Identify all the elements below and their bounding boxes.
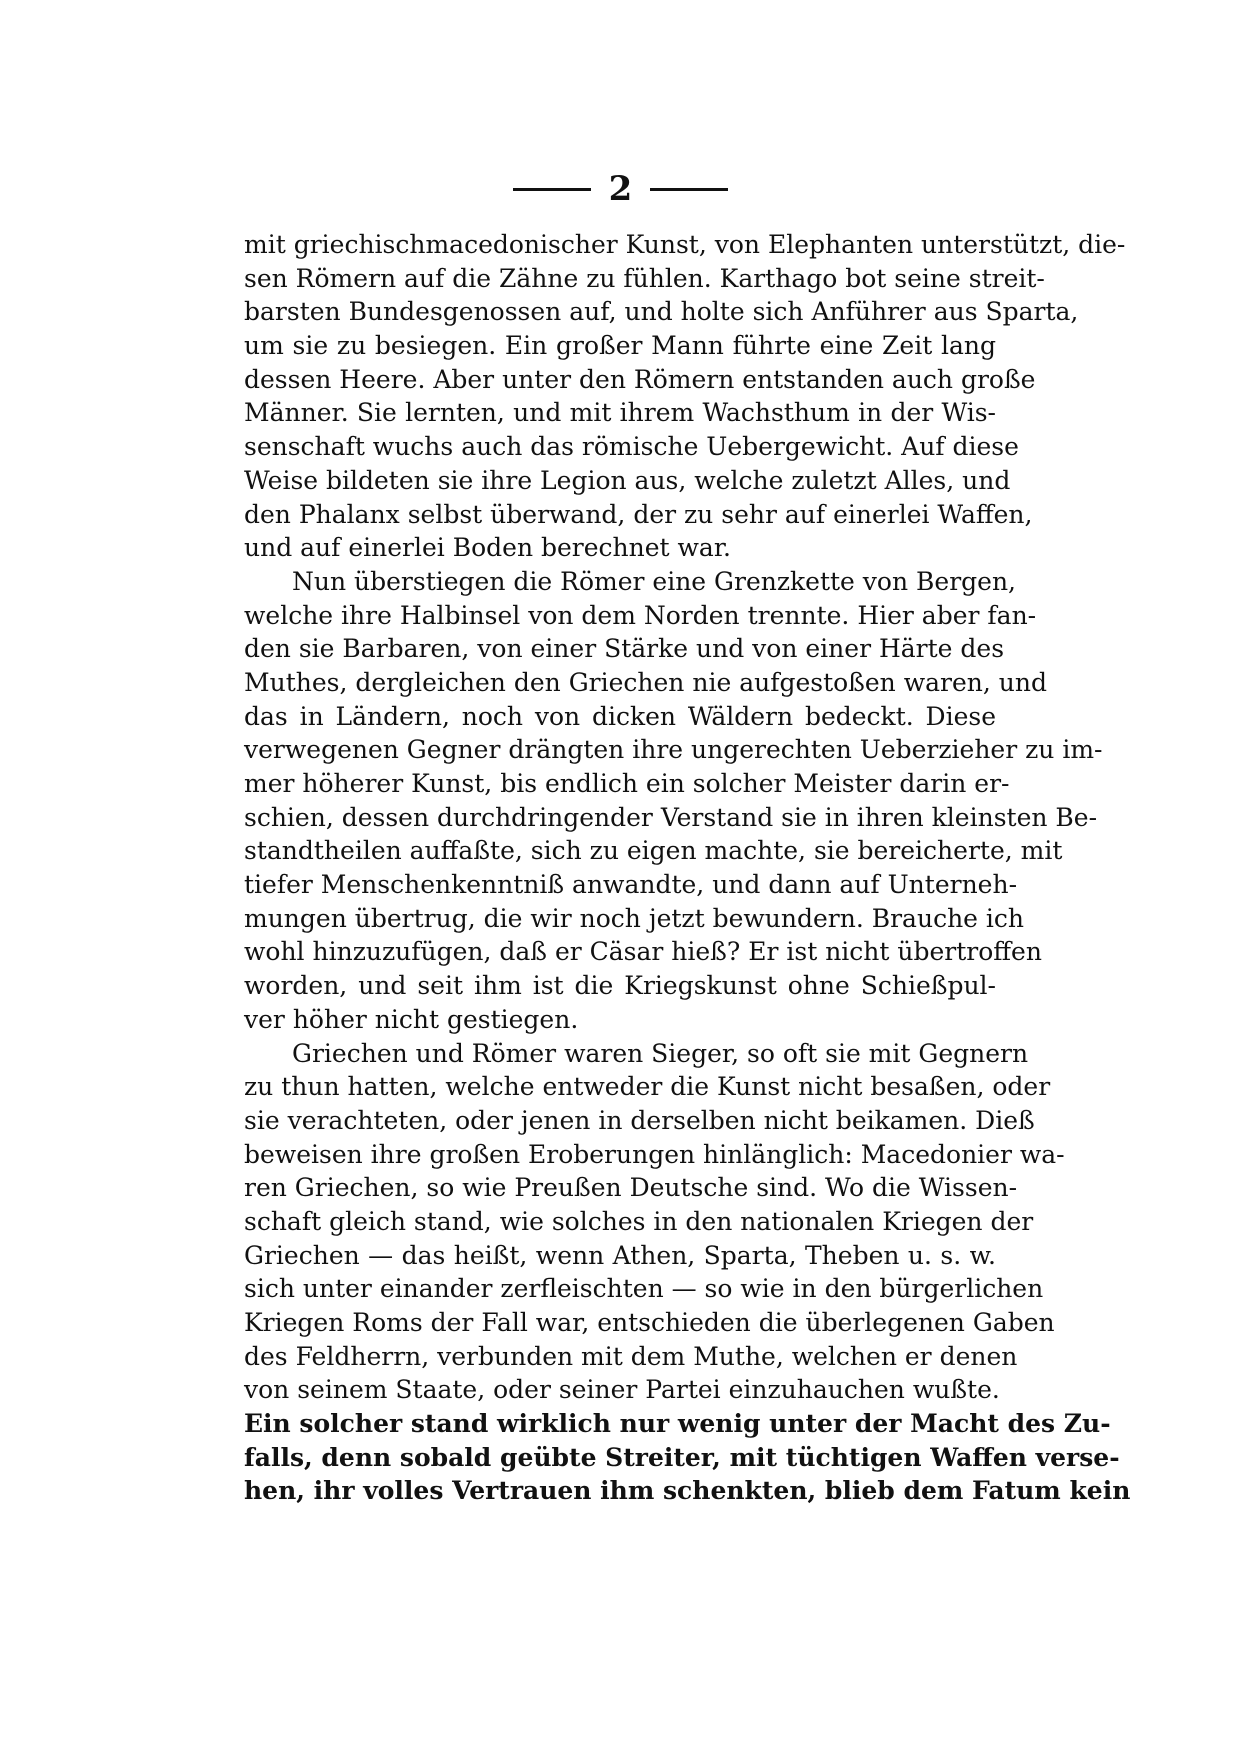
text-line: den sie Barbaren, von einer Stärke und von einer Härte des [244,634,1005,664]
text-line: falls, denn sobald geübte Streiter, mit tüchtigen Waffen verse- [244,1442,1120,1472]
text-line: barsten Bundesgenossen auf, und holte sich Anführer aus Sparta, [244,297,1079,327]
text-line: Kriegen Roms der Fall war, entschieden die überlegenen Gaben [244,1308,1055,1337]
text-line: Ein solcher stand wirklich nur wenig unter der Macht des Zu- [244,1409,1111,1439]
text-line: hen, ihr volles Vertrauen ihm schenkten, blieb dem Fatum kein [244,1476,1131,1506]
paragraph [244,565,1103,1037]
text-line: von seinem Staate, oder seiner Partei einzuhauchen wußte. [244,1375,1000,1405]
text-line: und auf einerlei Boden berechnet war. [244,533,731,563]
text-line: verwegenen Gegner drängten ihre ungerechten Ueberzieher zu im- [244,735,1103,765]
text-line: mungen übertrug, die wir noch jetzt bewundern. Brauche ich [244,903,1025,933]
paragraph [244,228,1126,565]
text-line: des Feldherrn, verbunden mit dem Muthe, welchen er denen [244,1341,1018,1371]
text-line: sie verachteten, oder jenen in derselben nicht beikamen. Dieß [244,1105,1035,1135]
text-line: ren Griechen, so wie Preußen Deutsche sind. Wo die Wissen- [244,1173,1018,1203]
paragraph [244,1037,1131,1509]
page-number: 2 [608,169,633,209]
text-line: standtheilen auffaßte, sich zu eigen machte, sie bereicherte, mit [244,836,1063,866]
text-line: tiefer Menschenkenntniß anwandte, und dann auf Unterneh- [244,870,1018,900]
page-header [0,169,1241,209]
text-line: sen Römern auf die Zähne zu fühlen. Karthago bot seine streit- [244,263,1045,293]
text-line: mer höherer Kunst, bis endlich ein solcher Meister darin er- [244,769,1010,798]
body-text [244,228,1131,1508]
text-line: Muthes, dergleichen den Griechen nie aufgestoßen waren, und [244,667,1047,697]
text-line: den Phalanx selbst überwand, der zu sehr auf einerlei Waffen, [244,499,1033,529]
text-line: sich unter einander zerfleischten — so wie in den bürgerlichen [244,1274,1044,1304]
text-line: das in Ländern, noch von dicken Wäldern bedeckt. Diese [244,701,996,731]
text-line: welche ihre Halbinsel von dem Norden trennte. Hier aber fan- [244,600,1037,630]
text-line: um sie zu besiegen. Ein großer Mann führte eine Zeit lang [244,331,996,361]
text-line: Weise bildeten sie ihre Legion aus, welche zuletzt Alles, und [244,465,1011,495]
text-line: Männer. Sie lernten, und mit ihrem Wachsthum in der Wis- [244,398,996,428]
text-line: Griechen — das heißt, wenn Athen, Sparta, Theben u. s. w. [244,1240,996,1270]
text-line: Nun überstiegen die Römer eine Grenzkette von Bergen, [292,566,1016,596]
text-line: worden, und seit ihm ist die Kriegskunst ohne Schießpul- [244,971,996,1001]
text-line: zu thun hatten, welche entweder die Kunst nicht besaßen, oder [244,1072,1051,1102]
text-line: beweisen ihre großen Eroberungen hinlänglich: Macedonier wa- [244,1139,1065,1169]
text-line: ver höher nicht gestiegen. [244,1004,579,1034]
text-line: schien, dessen durchdringender Verstand sie in ihren kleinsten Be- [244,802,1098,832]
text-line: dessen Heere. Aber unter den Römern entstanden auch große [244,364,1036,394]
text-line: senschaft wuchs auch das römische Uebergewicht. Auf diese [244,432,1019,462]
header-rule-right [650,188,728,191]
text-line: mit griechischmacedonischer Kunst, von Elephanten unterstützt, die- [244,230,1126,259]
text-line: schaft gleich stand, wie solches in den nationalen Kriegen der [244,1206,1034,1236]
text-line: Griechen und Römer waren Sieger, so oft sie mit Gegnern [292,1038,1029,1068]
text-line: wohl hinzuzufügen, daß er Cäsar hieß? Er ist nicht übertroffen [244,937,1042,967]
header-rule-left [513,188,591,191]
